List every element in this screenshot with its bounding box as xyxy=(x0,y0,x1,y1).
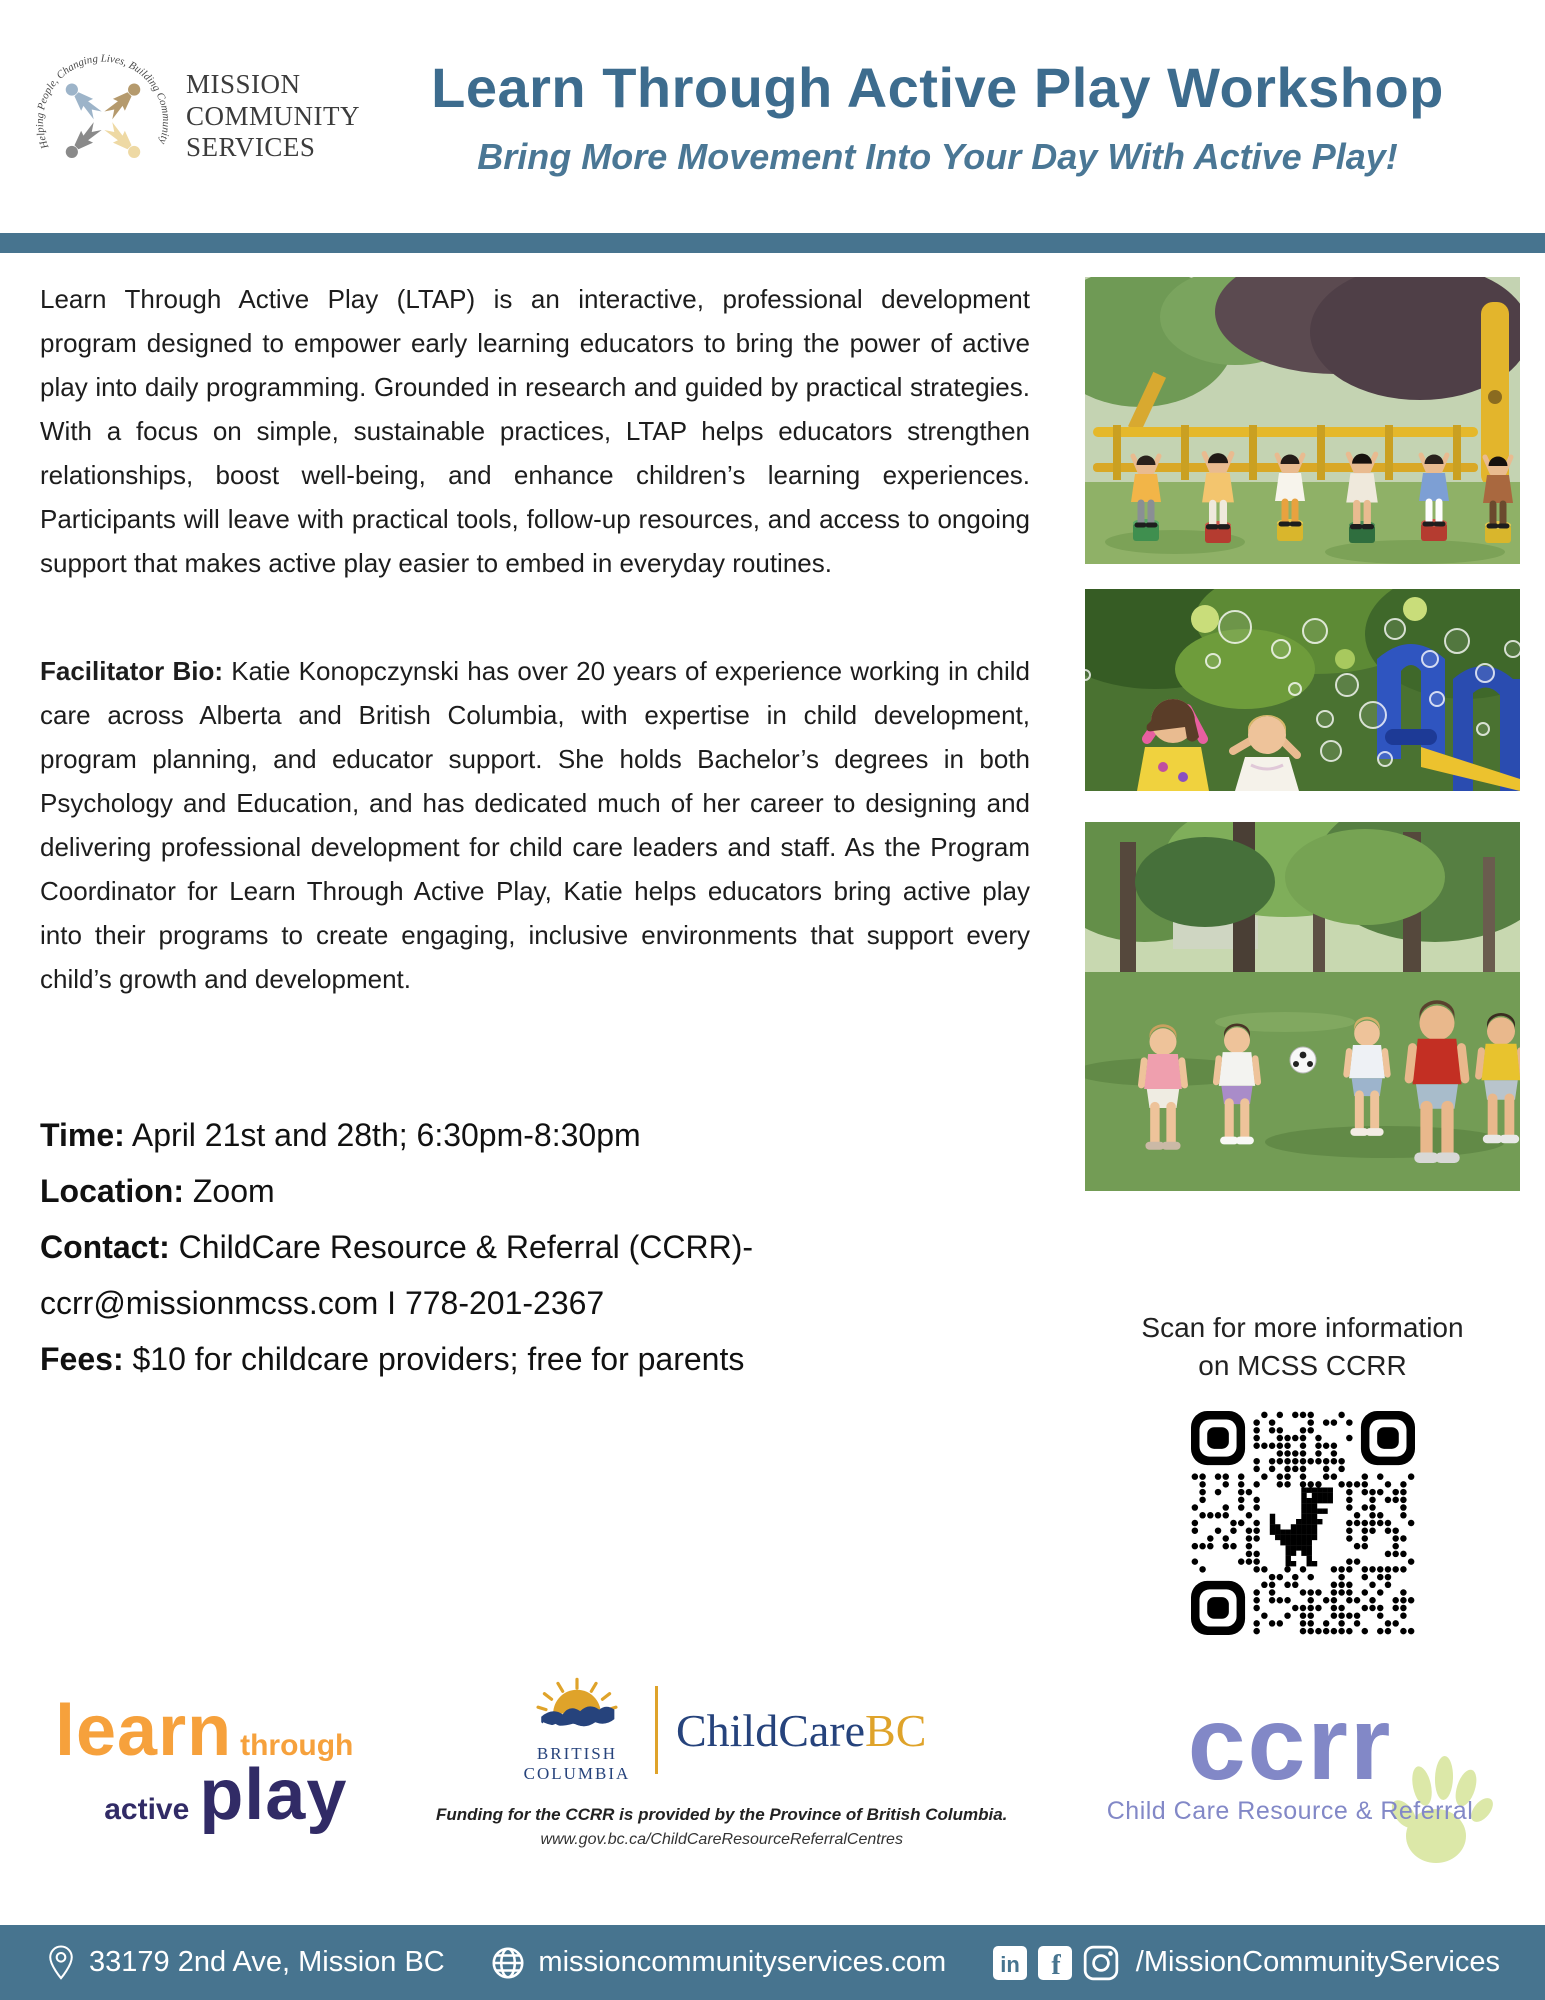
funding-line1: Funding for the CCRR is provided by the Province of British Columbia. xyxy=(435,1805,1008,1825)
funding-line2: www.gov.bc.ca/ChildCareResourceReferralCentres xyxy=(540,1831,903,1849)
bc-divider xyxy=(655,1686,658,1774)
footer-social-group xyxy=(992,1944,1500,1982)
org-name-line: SERVICES xyxy=(186,132,316,163)
facilitator-bio-label: Facilitator Bio: xyxy=(40,656,223,686)
main-content xyxy=(0,253,1545,1635)
ccrr-acronym: ccrr xyxy=(1187,1686,1393,1803)
bc-province-name: BRITISH COLUMBIA xyxy=(523,1743,631,1783)
ccrr-tagline: Child Care Resource & Referral xyxy=(1106,1796,1474,1825)
intro-paragraph: Learn Through Active Play (LTAP) is an interactive, professional development program designed to empower early learning educators to bring the power of active play into daily programming. Grounded in research and guided by practical strategies. With a focus on simple, sustainable practices, LTAP helps educators strengthen relationships, boost well-being, and enhance children’s learning experiences. Participants will leave with practical tools, follow-up resources, and access to ongoing support that makes active play easier to embed in everyday routines. xyxy=(40,284,1030,578)
footer-address-group xyxy=(45,1944,445,1982)
instagram-icon xyxy=(1082,1944,1120,1982)
globe-icon xyxy=(490,1945,526,1981)
facebook-icon xyxy=(1037,1945,1073,1981)
qr-caption-line1: Scan for more information xyxy=(1141,1312,1464,1343)
detail-location: Location: Zoom xyxy=(40,1173,275,1209)
page-subtitle: Bring More Movement Into Your Day With Active Play! xyxy=(477,136,1398,177)
text-column xyxy=(40,277,1030,1635)
photo-column xyxy=(1085,277,1520,1635)
partner-logos-row xyxy=(0,1663,1545,1863)
mcss-people-circle-icon xyxy=(28,42,178,192)
location-pin-icon xyxy=(45,1944,77,1982)
detail-time: Time: April 21st and 28th; 6:30pm-8:30pm xyxy=(40,1117,641,1153)
footer-bar xyxy=(0,1925,1545,2000)
childcarebc-wordmark: ChildCareBC xyxy=(675,1704,927,1756)
childcarebc-logo-block xyxy=(436,1677,1007,1849)
mcss-logo xyxy=(28,42,360,192)
qr-code xyxy=(1191,1411,1415,1635)
soccer-ball xyxy=(1290,1047,1316,1073)
facilitator-bio xyxy=(40,649,1030,1001)
footer-website: missioncommunityservices.com xyxy=(538,1946,947,1978)
qr-caption xyxy=(1085,1309,1520,1385)
footer-website-group xyxy=(490,1945,946,1981)
photo-children-bubbles xyxy=(1085,589,1520,791)
ltap-learn: learn xyxy=(55,1691,233,1771)
qr-caption-line2: on MCSS CCRR xyxy=(1198,1350,1407,1381)
ccrr-logo xyxy=(1090,1686,1490,1825)
social-icons xyxy=(992,1944,1120,1982)
svg-text:Helping People, Changing Lives xyxy=(34,52,172,151)
ltap-active: active xyxy=(104,1793,190,1826)
bc-emblem xyxy=(517,1677,637,1783)
ltap-through: through xyxy=(240,1729,354,1762)
linkedin-icon xyxy=(992,1945,1028,1981)
qr-code-graphic xyxy=(1191,1411,1415,1635)
bc-sunrise-icon xyxy=(517,1677,637,1739)
svg-text:in: in xyxy=(1000,1951,1020,1977)
header xyxy=(0,0,1545,233)
detail-fees: Fees: $10 for childcare providers; free for parents xyxy=(40,1341,745,1377)
photo-children-playground xyxy=(1085,277,1520,564)
funding-note xyxy=(436,1805,1007,1849)
footer-address: 33179 2nd Ave, Mission BC xyxy=(89,1946,445,1978)
divider-band xyxy=(0,233,1545,253)
ltap-logo xyxy=(55,1691,354,1835)
detail-contact-line2: ccrr@missionmcss.com I 778-201-2367 xyxy=(40,1285,605,1321)
org-name-line: MISSION xyxy=(186,68,301,99)
facilitator-bio-text: Katie Konopczynski has over 20 years of experience working in child care across Alberta and British Columbia, with expertise in child development, program planning, and educator support. She holds Bachelor’s degrees in both Psychology and Education, and has dedicated much of her career to designing and delivering professional development for child care leaders and staff. As the Program Coordinator for Learn Through Active Play, Katie helps educators bring active play into their programs to create engaging, inclusive environments that support every child’s growth and development. xyxy=(40,656,1030,994)
org-name-line: COMMUNITY xyxy=(186,100,361,131)
photo-children-soccer-park xyxy=(1085,822,1520,1191)
event-details xyxy=(40,1107,1030,1387)
footer-social-handle: /MissionCommunityServices xyxy=(1135,1946,1500,1978)
detail-contact: Contact: ChildCare Resource & Referral (CCRR)- xyxy=(40,1229,754,1265)
org-name xyxy=(186,69,360,165)
page-title: Learn Through Active Play Workshop xyxy=(431,56,1444,119)
header-titles xyxy=(360,55,1545,178)
ltap-play: play xyxy=(199,1755,348,1835)
svg-text:f: f xyxy=(1051,1949,1061,1981)
logo-motto-text: Helping People, Changing Lives, Building Community xyxy=(33,52,173,150)
